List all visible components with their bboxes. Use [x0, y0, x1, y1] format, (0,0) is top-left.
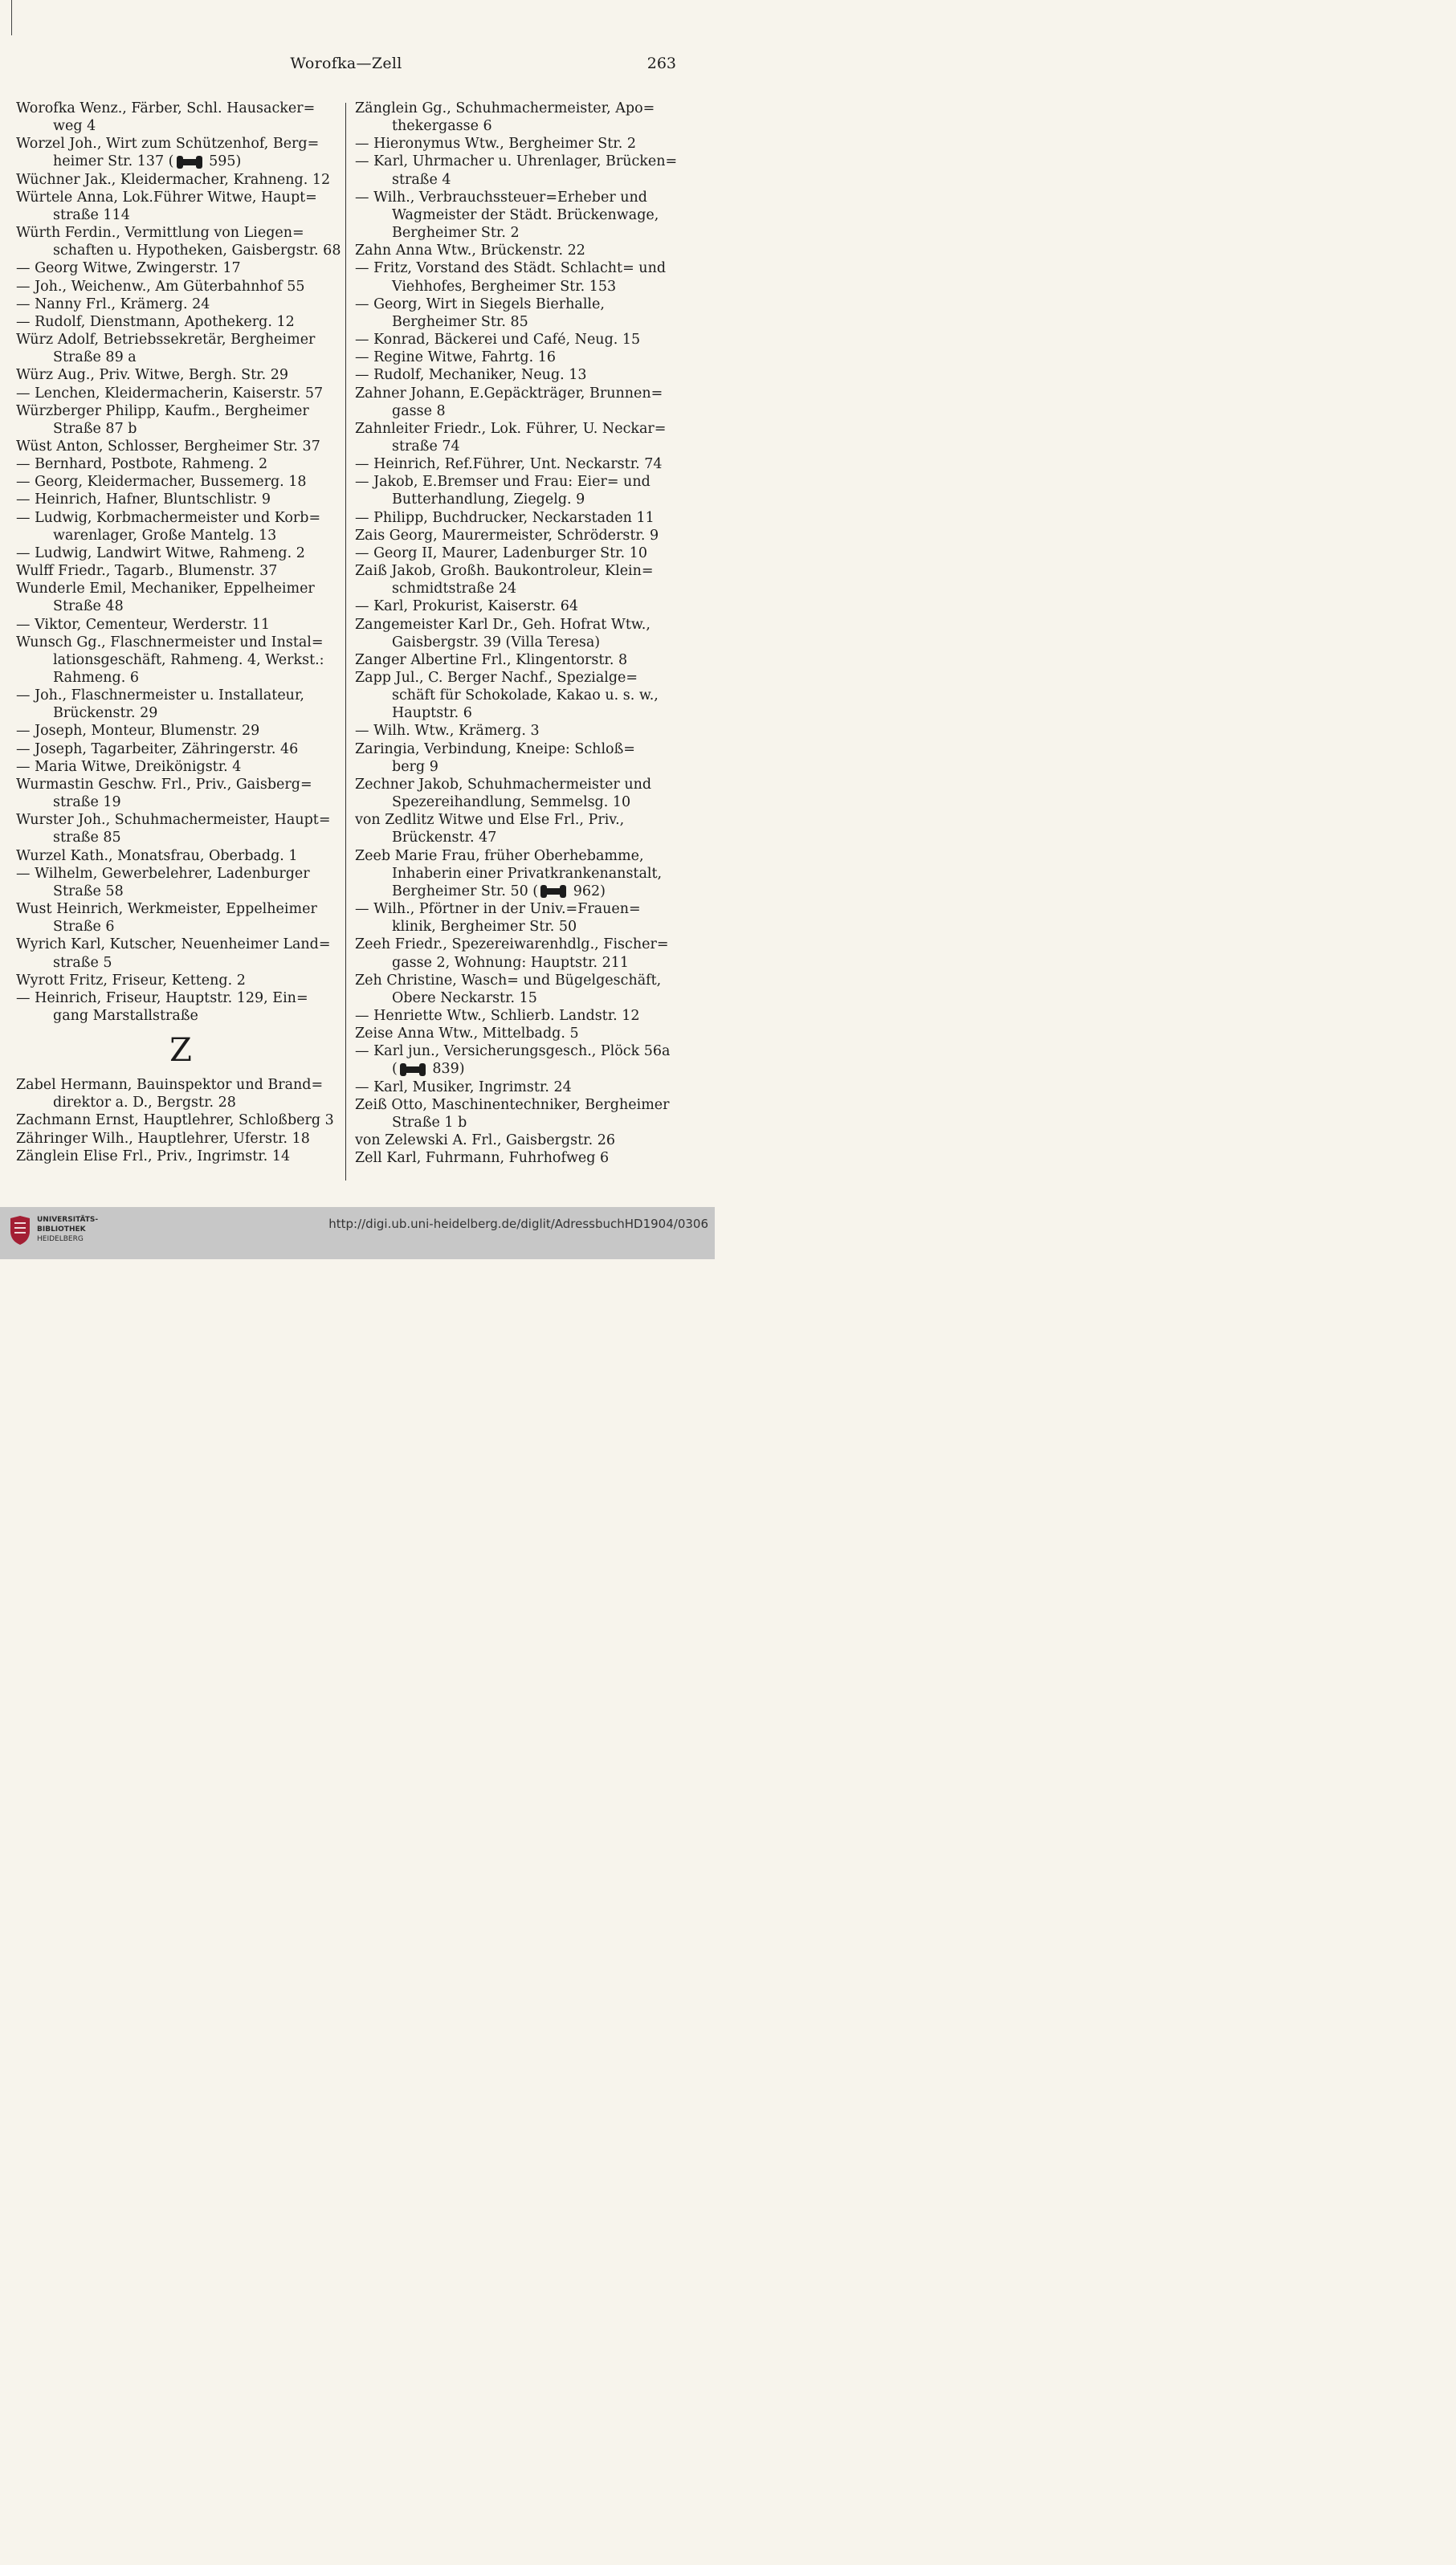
entry-line: thekergasse 6	[392, 118, 492, 135]
entry-line: Zell Karl, Fuhrmann, Fuhrhofweg 6	[355, 1150, 610, 1167]
entry-line: berg 9	[392, 758, 438, 775]
entry-line: Wunderle Emil, Mechaniker, Eppelheimer	[16, 581, 315, 597]
entry-line	[16, 153, 345, 170]
entry-line: — Georg, Wirt in Siegels Bierhalle,	[355, 296, 605, 312]
directory-entry	[16, 811, 345, 846]
entry-line: straße 85	[53, 830, 121, 846]
entry-line: Zahner Johann, E.Gepäckträger, Brunnen=	[355, 385, 663, 402]
entry-line: Zeeb Marie Frau, früher Oberhebamme,	[355, 847, 644, 864]
directory-entry	[16, 189, 345, 224]
entry-line: Zänglein Elise Frl., Priv., Ingrimstr. 14	[16, 1148, 291, 1164]
directory-entry	[355, 1096, 684, 1132]
directory-entry	[355, 420, 684, 455]
entry-line: Worzel Joh., Wirt zum Schützenhof, Berg=	[16, 136, 320, 153]
entry-line: straße 74	[392, 438, 460, 455]
entry-line: Wulff Friedr., Tagarb., Blumenstr. 37	[16, 563, 278, 580]
entry-line: Straße 48	[53, 598, 124, 615]
entry-line: Würth Ferdin., Vermittlung von Liegen=	[16, 225, 304, 242]
entry-line: — Karl jun., Versicherungsgesch., Plöck 56a	[355, 1043, 671, 1060]
entry-line: Viehhofes, Bergheimer Str. 153	[392, 278, 617, 295]
entry-line: Zeeh Friedr., Spezereiwarenhdlg., Fischer=	[355, 936, 669, 953]
directory-entry	[355, 153, 684, 188]
entry-line: — Regine Witwe, Fahrtg. 16	[355, 349, 557, 366]
entry-line: — Heinrich, Hafner, Bluntschlistr. 9	[16, 491, 271, 508]
directory-entry	[16, 1076, 345, 1111]
directory-entry	[355, 135, 684, 153]
directory-entry	[16, 1111, 345, 1129]
entry-line: Butterhandlung, Ziegelg. 9	[392, 491, 585, 508]
entry-line: — Wilh., Verbrauchssteuer=Erheber und	[355, 189, 647, 206]
entry-line: straße 4	[392, 171, 451, 188]
entry-line: — Philipp, Buchdrucker, Neckarstaden 11	[355, 509, 655, 526]
directory-entry	[16, 616, 345, 634]
entry-line: von Zelewski A. Frl., Gaisbergstr. 26	[355, 1132, 615, 1149]
entry-line: — Konrad, Bäckerei und Café, Neug. 15	[355, 332, 641, 349]
entry-line: — Wilh. Wtw., Krämerg. 3	[355, 723, 540, 740]
directory-entry	[16, 989, 345, 1025]
directory-entry	[16, 634, 345, 687]
entry-text: Bergheimer Str. 50 (	[392, 883, 539, 899]
entry-line: — Bernhard, Postbote, Rahmeng. 2	[16, 456, 268, 473]
entry-line: — Fritz, Vorstand des Städt. Schlacht= und	[355, 260, 667, 277]
page-header	[16, 55, 676, 75]
directory-entry	[355, 776, 684, 811]
entry-line: — Rudolf, Mechaniker, Neug. 13	[355, 367, 587, 384]
entry-line: — Nanny Frl., Krämerg. 24	[16, 296, 210, 312]
university-seal-icon	[8, 1215, 32, 1246]
directory-entry	[355, 1149, 684, 1167]
entry-line: Worofka Wenz., Färber, Schl. Hausacker=	[16, 100, 316, 116]
entry-line: gasse 8	[392, 402, 446, 419]
entry-line: warenlager, Große Mantelg. 13	[53, 527, 277, 544]
entry-line: Wyrich Karl, Kutscher, Neuenheimer Land=	[16, 936, 331, 953]
directory-entry	[16, 740, 345, 758]
entry-line: Straße 89 a	[53, 349, 137, 366]
directory-entry	[16, 171, 345, 189]
entry-line: — Jakob, E.Bremser und Frau: Eier= und	[355, 474, 651, 491]
library-name-line: UNIVERSITÄTS-	[37, 1216, 99, 1224]
directory-entry	[16, 580, 345, 615]
entry-line: — Heinrich, Friseur, Hauptstr. 129, Ein=	[16, 989, 308, 1006]
entry-line: — Maria Witwe, Dreikönigstr. 4	[16, 758, 242, 775]
entry-line: Zanger Albertine Frl., Klingentorstr. 8	[355, 651, 628, 668]
entry-text: heimer Str. 137 (	[53, 153, 174, 170]
section-letter: Z	[169, 1032, 192, 1070]
directory-entry	[16, 366, 345, 384]
directory-entry	[16, 135, 345, 170]
directory-entry	[355, 296, 684, 331]
entry-line: Hauptstr. 6	[392, 705, 472, 722]
directory-entry	[16, 776, 345, 811]
entry-line: Wüst Anton, Schlosser, Bergheimer Str. 37	[16, 438, 320, 455]
entry-line: Wurzel Kath., Monatsfrau, Oberbadg. 1	[16, 847, 298, 864]
entry-line: Bergheimer Str. 85	[392, 313, 528, 330]
directory-entry	[355, 616, 684, 651]
entry-line: Straße 58	[53, 883, 124, 899]
entry-line: Zeiß Otto, Maschinentechniker, Bergheimer	[355, 1096, 670, 1113]
entry-line: Zais Georg, Maurermeister, Schröderstr. 9	[355, 527, 659, 544]
directory-entry	[16, 313, 345, 331]
directory-entry	[16, 224, 345, 259]
directory-entry	[16, 687, 345, 722]
directory-entry	[355, 900, 684, 936]
source-url[interactable]: http://digi.ub.uni-heidelberg.de/diglit/AdressbuchHD1904/0306	[328, 1217, 708, 1231]
entry-line: straße 5	[53, 954, 112, 971]
directory-entry	[355, 366, 684, 384]
directory-entry	[355, 1025, 684, 1042]
entry-line: Inhaberin einer Privatkrankenanstalt,	[392, 865, 663, 882]
directory-entry	[16, 758, 345, 776]
entry-line: Gaisbergstr. 39 (Villa Teresa)	[392, 634, 601, 650]
directory-entry	[16, 562, 345, 580]
entry-line: — Georg II, Maurer, Ladenburger Str. 10	[355, 544, 647, 561]
directory-entry	[16, 278, 345, 296]
entry-line: Zabel Hermann, Bauinspektor und Brand=	[16, 1077, 324, 1094]
directory-entry	[16, 385, 345, 402]
entry-line: Zangemeister Karl Dr., Geh. Hofrat Wtw.,	[355, 616, 651, 633]
telephone-icon	[400, 1066, 426, 1073]
entry-line: Brückenstr. 29	[53, 705, 158, 722]
directory-entry	[355, 740, 684, 776]
directory-entry	[16, 900, 345, 936]
entry-line: straße 19	[53, 794, 121, 811]
telephone-icon	[540, 888, 566, 895]
entry-line: Zachmann Ernst, Hauptlehrer, Schloßberg 3	[16, 1112, 334, 1129]
directory-entry	[16, 438, 345, 455]
entry-line: schaften u. Hypotheken, Gaisbergstr. 68	[53, 243, 341, 259]
entry-line: Würtele Anna, Lok.Führer Witwe, Haupt=	[16, 189, 317, 206]
entry-line: Zänglein Gg., Schuhmachermeister, Apo=	[355, 100, 655, 116]
directory-entry	[355, 544, 684, 562]
entry-line: Brückenstr. 47	[392, 830, 497, 846]
entry-line: Straße 87 b	[53, 420, 137, 437]
entry-line: — Joseph, Monteur, Blumenstr. 29	[16, 723, 260, 740]
directory-entry	[355, 811, 684, 846]
directory-entry	[16, 1130, 345, 1148]
directory-entry	[355, 722, 684, 740]
directory-entry	[16, 936, 345, 971]
entry-line: — Viktor, Cementeur, Werderstr. 11	[16, 616, 270, 633]
directory-entry	[16, 259, 345, 277]
entry-line: Wyrott Fritz, Friseur, Ketteng. 2	[16, 972, 246, 989]
directory-entry	[355, 1132, 684, 1149]
entry-line: Würzberger Philipp, Kaufm., Bergheimer	[16, 402, 309, 419]
directory-entry	[355, 1042, 684, 1078]
entry-line: weg 4	[53, 118, 96, 135]
directory-entry	[355, 385, 684, 420]
entry-line: straße 114	[53, 206, 130, 223]
directory-entry	[16, 847, 345, 865]
directory-entry	[16, 722, 345, 740]
entry-line: — Joh., Weichenw., Am Güterbahnhof 55	[16, 278, 305, 295]
directory-entry	[355, 651, 684, 669]
directory-entry	[16, 491, 345, 508]
directory-entry	[355, 331, 684, 349]
directory-entry	[355, 455, 684, 473]
margin-rule	[11, 0, 12, 35]
library-name	[37, 1215, 98, 1244]
entry-line	[355, 1060, 684, 1078]
running-title: Worofka—Zell	[290, 55, 402, 72]
directory-entry	[16, 509, 345, 544]
left-column	[16, 100, 345, 1165]
column-divider	[345, 103, 346, 1181]
entry-line: — Georg, Kleidermacher, Bussemerg. 18	[16, 474, 307, 491]
directory-entry	[355, 527, 684, 544]
directory-entry	[16, 544, 345, 562]
entry-line: Zeh Christine, Wasch= und Bügelgeschäft,	[355, 972, 662, 989]
directory-entry	[355, 242, 684, 259]
entry-line: Würz Aug., Priv. Witwe, Bergh. Str. 29	[16, 367, 288, 384]
entry-line: Zapp Jul., C. Berger Nachf., Spezialge=	[355, 670, 638, 686]
entry-line: direktor a. D., Bergstr. 28	[53, 1095, 236, 1111]
entry-line: — Karl, Prokurist, Kaiserstr. 64	[355, 598, 578, 615]
entry-line: von Zedlitz Witwe und Else Frl., Priv.,	[355, 812, 625, 829]
entry-line: Zeise Anna Wtw., Mittelbadg. 5	[355, 1026, 579, 1042]
entry-line: — Rudolf, Dienstmann, Apothekerg. 12	[16, 313, 295, 330]
entry-line: Zahn Anna Wtw., Brückenstr. 22	[355, 243, 585, 259]
entry-line: klinik, Bergheimer Str. 50	[392, 919, 577, 936]
entry-line: Zaringia, Verbindung, Kneipe: Schloß=	[355, 740, 635, 757]
directory-entry	[355, 509, 684, 527]
entry-line: — Joseph, Tagarbeiter, Zähringerstr. 46	[16, 740, 299, 757]
entry-line: gang Marstallstraße	[53, 1007, 198, 1024]
entry-line: — Hieronymus Wtw., Bergheimer Str. 2	[355, 136, 636, 153]
phone-number: 839)	[427, 1061, 465, 1078]
entry-line: — Karl, Uhrmacher u. Uhrenlager, Brücken=	[355, 153, 678, 170]
entry-line: — Ludwig, Korbmachermeister und Korb=	[16, 509, 321, 526]
entry-line: lationsgeschäft, Rahmeng. 4, Werkst.:	[53, 651, 324, 668]
directory-entry	[355, 669, 684, 722]
telephone-icon	[177, 159, 202, 165]
entry-line: Obere Neckarstr. 15	[392, 989, 537, 1006]
entry-text: (	[392, 1061, 398, 1078]
directory-entry	[355, 189, 684, 242]
entry-line: — Joh., Flaschnermeister u. Installateur,	[16, 687, 304, 704]
entry-line: Spezereihandlung, Semmelsg. 10	[392, 794, 631, 811]
entry-line: Straße 6	[53, 919, 115, 936]
entry-line: — Karl, Musiker, Ingrimstr. 24	[355, 1079, 572, 1095]
entry-line: Zechner Jakob, Schuhmachermeister und	[355, 776, 652, 793]
entry-line: schmidtstraße 24	[392, 581, 517, 597]
directory-entry	[16, 100, 345, 135]
directory-entry	[355, 847, 684, 900]
page-number: 263	[646, 55, 676, 72]
directory-entry	[355, 562, 684, 597]
entry-line: — Georg Witwe, Zwingerstr. 17	[16, 260, 241, 277]
directory-entry	[355, 597, 684, 615]
entry-line: schäft für Schokolade, Kakao u. s. w.,	[392, 687, 659, 704]
directory-entry	[355, 473, 684, 508]
entry-line: — Henriette Wtw., Schlierb. Landstr. 12	[355, 1007, 640, 1024]
directory-entry	[16, 1148, 345, 1165]
directory-entry	[16, 331, 345, 366]
entry-line: — Lenchen, Kleidermacherin, Kaiserstr. 57	[16, 385, 324, 402]
entry-line: Wust Heinrich, Werkmeister, Eppelheimer	[16, 901, 317, 918]
entry-line: Bergheimer Str. 2	[392, 225, 520, 242]
entry-line: — Heinrich, Ref.Führer, Unt. Neckarstr. 74	[355, 456, 663, 473]
directory-entry	[355, 259, 684, 295]
entry-line: Zähringer Wilh., Hauptlehrer, Uferstr. 18	[16, 1130, 310, 1147]
right-column	[355, 100, 684, 1167]
directory-entry	[355, 1007, 684, 1025]
directory-entry	[16, 972, 345, 989]
library-name-line: BIBLIOTHEK	[37, 1225, 86, 1234]
library-name-line: HEIDELBERG	[37, 1235, 84, 1243]
entry-line: — Ludwig, Landwirt Witwe, Rahmeng. 2	[16, 544, 305, 561]
directory-entry	[16, 473, 345, 491]
entry-line: Wurster Joh., Schuhmachermeister, Haupt=	[16, 812, 331, 829]
directory-entry	[355, 100, 684, 135]
entry-line: Straße 1 b	[392, 1114, 467, 1131]
directory-entry	[355, 1079, 684, 1096]
entry-line: gasse 2, Wohnung: Hauptstr. 211	[392, 954, 630, 971]
directory-entry	[355, 972, 684, 1007]
footer-bar	[0, 1207, 715, 1259]
entry-line: — Wilhelm, Gewerbelehrer, Ladenburger	[16, 865, 310, 882]
directory-entry	[16, 296, 345, 313]
entry-line: Wüchner Jak., Kleidermacher, Krahneng. 12	[16, 171, 331, 188]
entry-line: Wunsch Gg., Flaschnermeister und Instal=	[16, 634, 324, 650]
entry-line	[355, 883, 684, 900]
entry-line: Würz Adolf, Betriebssekretär, Bergheimer	[16, 332, 316, 349]
directory-entry	[16, 402, 345, 438]
phone-number: 595)	[204, 153, 242, 170]
entry-line: Rahmeng. 6	[53, 670, 139, 686]
entry-line: Wagmeister der Städt. Brückenwage,	[392, 206, 659, 223]
directory-entry	[355, 936, 684, 971]
directory-entry	[355, 349, 684, 366]
directory-entry	[16, 455, 345, 473]
entry-line: Zahnleiter Friedr., Lok. Führer, U. Neckar=	[355, 420, 667, 437]
entry-line: Zaiß Jakob, Großh. Baukontroleur, Klein=	[355, 563, 654, 580]
entry-line: Wurmastin Geschw. Frl., Priv., Gaisberg=	[16, 776, 312, 793]
directory-entry	[16, 865, 345, 900]
entry-line: — Wilh., Pförtner in der Univ.=Frauen=	[355, 901, 641, 918]
phone-number: 962)	[569, 883, 606, 899]
